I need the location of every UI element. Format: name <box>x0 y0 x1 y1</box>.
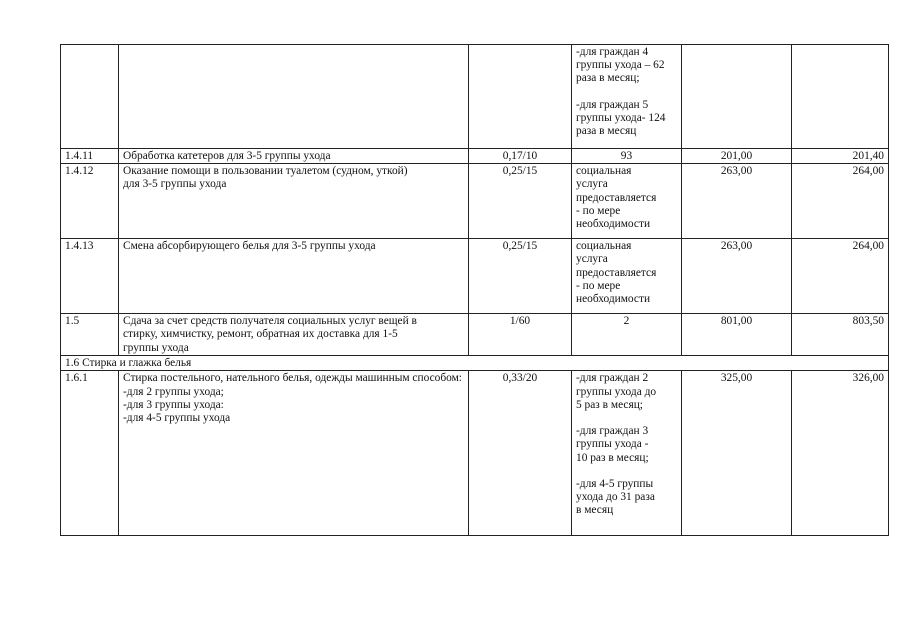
price-1: 263,00 <box>682 164 792 239</box>
time-norm <box>469 45 572 149</box>
service-name <box>119 45 469 149</box>
frequency: 2 <box>572 314 682 356</box>
price-1: 201,00 <box>682 149 792 164</box>
frequency: социальная услуга предоставляется - по мере необходимости <box>572 164 682 239</box>
price-1: 801,00 <box>682 314 792 356</box>
frequency: -для граждан 2 группы ухода до 5 раз в месяц; -для граждан 3 группы ухода - 10 раз в месяц; -для 4-5 группы ухода до 31 раза в месяц <box>572 371 682 536</box>
table-row <box>61 371 889 536</box>
time-norm: 0,33/20 <box>469 371 572 536</box>
section-row <box>61 356 889 371</box>
section-title: 1.6 Стирка и глажка белья <box>61 356 889 371</box>
price-2 <box>792 45 889 149</box>
time-norm: 0,25/15 <box>469 164 572 239</box>
service-name: Сдача за счет средств получателя социальных услуг вещей в стирку, химчистку, ремонт, обратная их доставка для 1-5 группы ухода <box>119 314 469 356</box>
row-number: 1.4.13 <box>61 239 119 314</box>
price-2: 326,00 <box>792 371 889 536</box>
row-number: 1.6.1 <box>61 371 119 536</box>
table-row <box>61 149 889 164</box>
row-number: 1.5 <box>61 314 119 356</box>
row-number: 1.4.12 <box>61 164 119 239</box>
price-1: 263,00 <box>682 239 792 314</box>
service-name: Стирка постельного, нательного белья, одежды машинным способом: -для 2 группы ухода; -для 3 группы ухода: -для 4-5 группы ухода <box>119 371 469 536</box>
price-2: 803,50 <box>792 314 889 356</box>
frequency: -для граждан 4 группы ухода – 62 раза в месяц; -для граждан 5 группы ухода- 124 раза в месяц <box>572 45 682 149</box>
service-name: Оказание помощи в пользовании туалетом (судном, уткой) для 3-5 группы ухода <box>119 164 469 239</box>
time-norm: 1/60 <box>469 314 572 356</box>
service-name: Смена абсорбирующего белья для 3-5 группы ухода <box>119 239 469 314</box>
table-row <box>61 45 889 149</box>
price-2: 264,00 <box>792 239 889 314</box>
table-row <box>61 239 889 314</box>
price-2: 201,40 <box>792 149 889 164</box>
time-norm: 0,25/15 <box>469 239 572 314</box>
price-2: 264,00 <box>792 164 889 239</box>
time-norm: 0,17/10 <box>469 149 572 164</box>
services-table <box>60 44 889 536</box>
row-number <box>61 45 119 149</box>
table-row <box>61 164 889 239</box>
price-1 <box>682 45 792 149</box>
service-name: Обработка катетеров для 3-5 группы ухода <box>119 149 469 164</box>
row-number: 1.4.11 <box>61 149 119 164</box>
table-row <box>61 314 889 356</box>
frequency: социальная услуга предоставляется - по мере необходимости <box>572 239 682 314</box>
frequency: 93 <box>572 149 682 164</box>
price-1: 325,00 <box>682 371 792 536</box>
